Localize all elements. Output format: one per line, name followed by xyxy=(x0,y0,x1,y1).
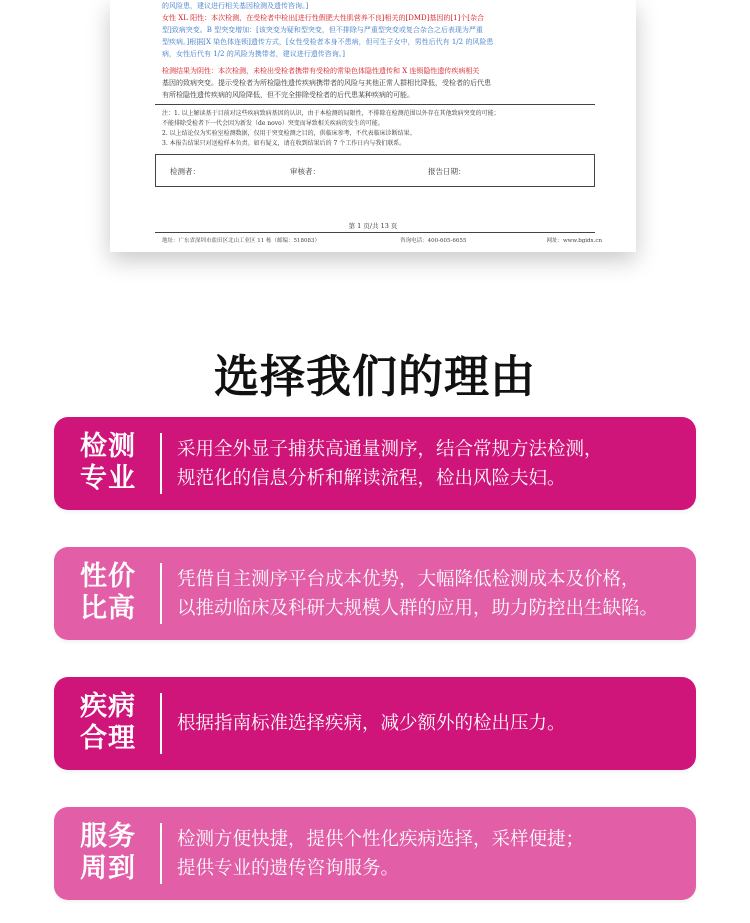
report-page xyxy=(110,0,636,252)
footer-website: 网址：www.bgidx.cn xyxy=(546,238,602,244)
footer-address: 地址：广东省深圳市盐田区北山工业区 11 栋（邮编：518083） xyxy=(162,238,320,244)
note-line: 不能排除受检者下一代会因为新发（de novo）突变而导致相关疾病的发生的可能。 xyxy=(162,120,384,127)
report-footer xyxy=(162,236,602,244)
divider xyxy=(155,186,595,187)
note-line: 3. 本报告结果只对送检样本负责。如有疑义，请在收到结果后的 7 个工作日内与我们联系。 xyxy=(162,140,406,147)
divider xyxy=(594,154,595,187)
reason-description: 凭借自主测序平台成本优势，大幅降低检测成本及价格， 以推动临床及科研大规模人群的应用，助力防控出生缺陷。 xyxy=(177,568,659,619)
reason-title: 性价 比高 xyxy=(80,561,136,624)
report-line: 女性 XL 阳性：本次检测，在受检者中检出[进行性假肥大性肌营养不良]相关的[DMD]基因的[1]个[杂合 xyxy=(162,14,485,22)
page-number: 第 1 页/共 13 页 xyxy=(348,222,398,230)
divider xyxy=(155,232,595,233)
card-divider xyxy=(160,433,162,494)
report-preview xyxy=(110,0,636,252)
sign-label-tester: 检测者： xyxy=(170,167,200,176)
reason-description: 采用全外显子捕获高通量测序，结合常规方法检测， 规范化的信息分析和解读流程，检出风险夫妇。 xyxy=(177,438,603,489)
reason-description: 根据指南标准选择疾病，减少额外的检出压力。 xyxy=(177,713,566,734)
card-divider xyxy=(160,693,162,754)
card-divider xyxy=(160,823,162,884)
report-line: 基因的致病突变。提示受检者为所检隐性遗传疾病携带者的风险与其他正常人群相比降低，受检者的后代患 xyxy=(162,79,491,87)
reason-description: 检测方便快捷，提供个性化疾病选择，采样便捷； 提供专业的遗传咨询服务。 xyxy=(177,828,585,879)
divider xyxy=(155,104,595,105)
report-line: 有所检隐性遗传疾病的风险降低，但不完全排除受检者的后代患某种疾病的可能。 xyxy=(162,91,414,99)
reason-card-disease xyxy=(54,677,696,770)
report-line: 的风险患，建议进行相关基因检测及遗传咨询。] xyxy=(162,2,309,10)
report-line: 型]致病突变。B 型突变增加：[该突变为疑和型突变，但不排除与严重型突变或复合杂合之后表现为严重 xyxy=(162,26,483,34)
divider xyxy=(155,154,156,187)
divider xyxy=(155,154,595,155)
footer-phone: 咨询电话：400-605-6655 xyxy=(400,238,467,244)
card-divider xyxy=(160,563,162,624)
reason-title: 疾病 合理 xyxy=(80,691,136,754)
sign-label-date: 报告日期： xyxy=(428,167,466,176)
reason-card-service xyxy=(54,807,696,900)
reason-card-professional xyxy=(54,417,696,510)
note-line: 2. 以上结论仅为实验室检测数据，仅用于突变检测之目的，供临床参考，不代表临床诊断结果。 xyxy=(162,130,416,137)
report-line: 检测结果为阴性：本次检测，未检出受检者携带有受检的常染色体隐性遗传和 X 连锁隐性遗传疾病相关 xyxy=(162,67,480,75)
reason-title: 服务 周到 xyxy=(80,821,136,884)
report-line: 病，女性后代有 1/2 的风险为携带者，建议进行遗传咨询。] xyxy=(162,50,345,58)
reason-title: 检测 专业 xyxy=(80,431,136,494)
page-title: 选择我们的理由 xyxy=(213,350,536,403)
sign-label-reviewer: 审核者： xyxy=(290,167,320,176)
reason-card-value xyxy=(54,547,696,640)
report-line: 型疾病。]根据[X 染色体连锁]遗传方式，[女性受检者本身不患病，但可生子女中，男性后代有 1/2 的风险患 xyxy=(162,38,494,46)
note-line: 注：1. 以上解读基于目前对这些疾病致病基因的认识，由于本检测的局限性，不排除在检测范围以外存在其他致病突变的可能； xyxy=(162,110,500,117)
